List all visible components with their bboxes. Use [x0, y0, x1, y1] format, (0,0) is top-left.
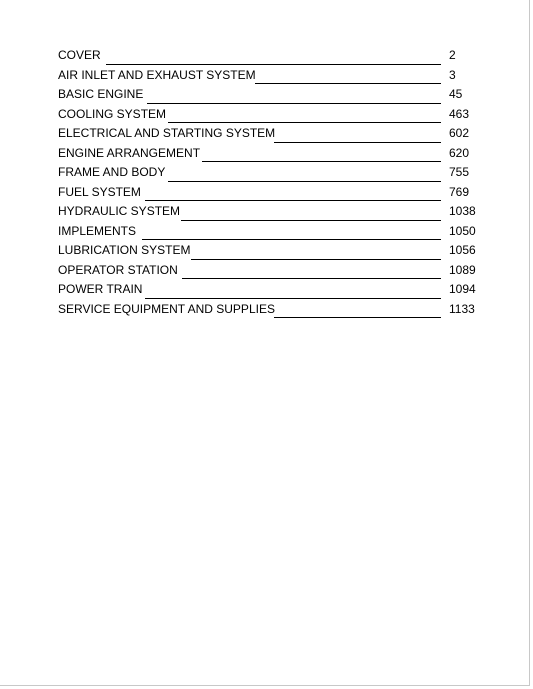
toc-leader-line	[202, 161, 441, 162]
toc-entry-page: 769	[449, 184, 470, 199]
toc-entry[interactable]	[58, 85, 478, 105]
toc-entry[interactable]	[58, 280, 478, 300]
toc-entry[interactable]	[58, 66, 478, 86]
toc-entry[interactable]	[58, 46, 478, 66]
toc-leader-line	[191, 259, 441, 260]
toc-entry-page: 1038	[449, 204, 476, 218]
toc-entry[interactable]	[58, 163, 478, 183]
toc-entry[interactable]	[58, 261, 478, 281]
toc-leader-line	[181, 220, 441, 221]
toc-leader-line	[168, 122, 441, 123]
toc-entry-page: 620	[449, 145, 470, 160]
toc-entry-page: 45	[449, 87, 463, 101]
toc-entry-title: COOLING SYSTEM	[58, 106, 167, 121]
toc-entry-page: 1056	[449, 243, 476, 257]
toc-entry[interactable]	[58, 183, 478, 203]
toc-leader-line	[142, 239, 441, 240]
toc-entry-title: ENGINE ARRANGEMENT	[58, 145, 201, 160]
toc-leader-line	[106, 64, 441, 65]
toc-leader-line	[145, 200, 441, 201]
toc-leader-line	[255, 83, 441, 84]
toc-leader-line	[182, 278, 441, 279]
toc-leader-line	[168, 181, 441, 182]
toc-entry-title: AIR INLET AND EXHAUST SYSTEM	[58, 67, 256, 82]
toc-entry-title: IMPLEMENTS	[58, 223, 137, 238]
toc-leader-line	[147, 103, 441, 104]
toc-entry-page: 1133	[449, 301, 475, 316]
toc-entry-title: FRAME AND BODY	[58, 165, 166, 179]
toc-entry-page: 463	[449, 106, 470, 121]
toc-entry-title: SERVICE EQUIPMENT AND SUPPLIES	[58, 301, 275, 316]
toc-entry-page: 1089	[449, 262, 476, 277]
toc-entry-page: 2	[449, 48, 456, 62]
toc-entry-title: LUBRICATION SYSTEM	[58, 243, 191, 257]
toc-leader-line	[145, 298, 441, 299]
toc-entry[interactable]	[58, 144, 478, 164]
toc-entry-title: ELECTRICAL AND STARTING SYSTEM	[58, 126, 276, 140]
toc-entry[interactable]	[58, 222, 478, 242]
toc-entry-page: 755	[449, 165, 470, 179]
toc-entry-page: 1094	[449, 282, 476, 296]
toc-entry[interactable]	[58, 105, 478, 125]
toc-entry-page: 3	[449, 67, 456, 82]
toc-entry[interactable]	[58, 124, 478, 144]
toc-entry[interactable]	[58, 300, 478, 320]
table-of-contents	[58, 46, 478, 319]
toc-entry-title: BASIC ENGINE	[58, 87, 144, 101]
toc-entry-title: OPERATOR STATION	[58, 262, 178, 277]
toc-leader-line	[274, 317, 441, 318]
toc-entry[interactable]	[58, 202, 478, 222]
toc-leader-line	[274, 142, 441, 143]
toc-entry-page: 602	[449, 126, 470, 140]
toc-entry-title: HYDRAULIC SYSTEM	[58, 204, 181, 218]
toc-entry-page: 1050	[449, 223, 476, 238]
toc-entry-title: FUEL SYSTEM	[58, 184, 141, 199]
toc-entry-title: POWER TRAIN	[58, 282, 143, 296]
toc-entry[interactable]	[58, 241, 478, 261]
toc-entry-title: COVER	[58, 48, 101, 62]
